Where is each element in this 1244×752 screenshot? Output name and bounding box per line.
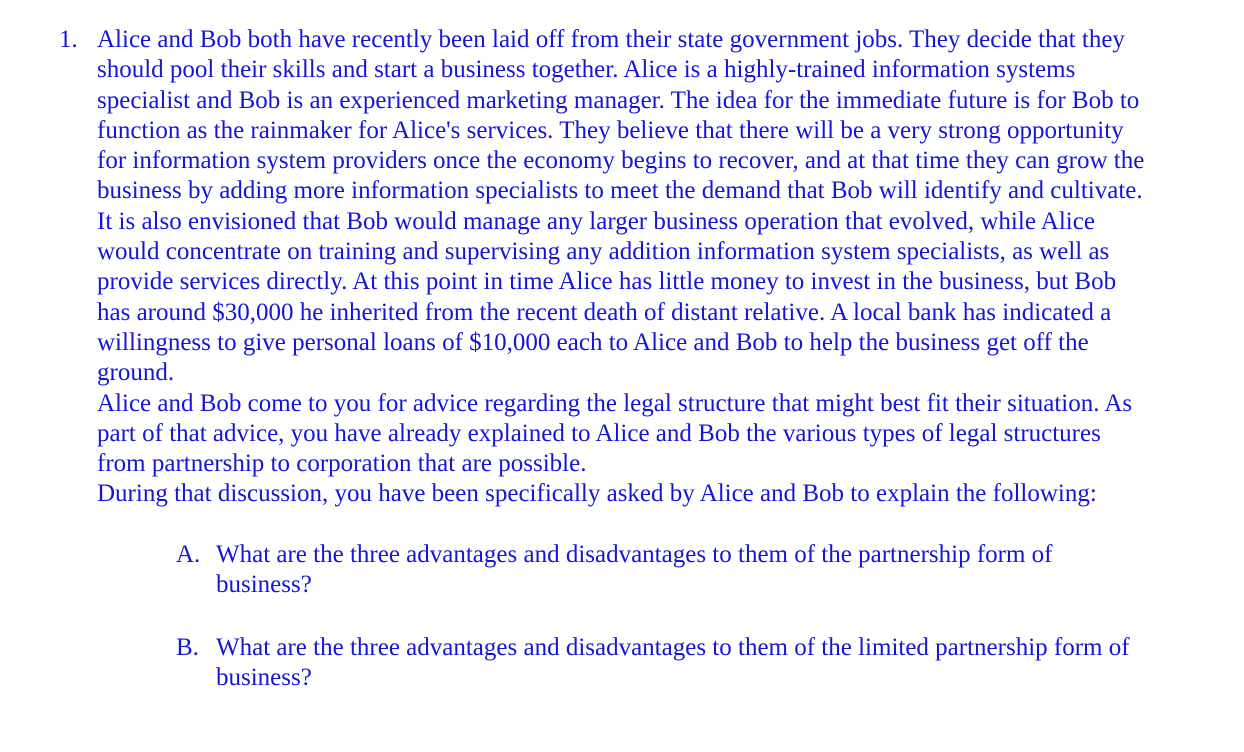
scenario-line: for information system providers once the economy begins to recover, and at that time they can grow the [97, 147, 1145, 175]
scenario-line: specialist and Bob is an experienced marketing manager. The idea for the immediate future is for Bob to [97, 86, 1140, 114]
question-body [97, 25, 1217, 510]
scenario-line: would concentrate on training and supervising any addition information system specialists, as well as [97, 238, 1110, 266]
scenario-line: function as the rainmaker for Alice's services. They believe that there will be a very strong opportunity [97, 116, 1124, 144]
scenario-line: business by adding more information specialists to meet the demand that Bob will identify and cultivate. [97, 177, 1143, 205]
subquestion-text [216, 540, 1216, 601]
scenario-line: Alice and Bob both have recently been laid off from their state government jobs. They decide that they [97, 26, 1125, 53]
subquestion-line: business? [216, 664, 312, 692]
subquestion-line: business? [216, 571, 312, 599]
scenario-line: It is also envisioned that Bob would manage any larger business operation that evolved, while Alice [97, 207, 1095, 235]
scenario-line: has around $30,000 he inherited from the recent death of distant relative. A local bank has indicated a [97, 298, 1112, 326]
discussion-line: During that discussion, you have been specifically asked by Alice and Bob to explain the following: [97, 480, 1097, 508]
scenario-line: should pool their skills and start a business together. Alice is a highly-trained information systems [97, 56, 1076, 84]
scenario-line: ground. [97, 359, 175, 387]
advice-line: from partnership to corporation that are possible. [97, 450, 587, 478]
scenario-line: willingness to give personal loans of $10,000 each to Alice and Bob to help the business get off the [97, 328, 1089, 356]
advice-line: Alice and Bob come to you for advice regarding the legal structure that might best fit their situation. As [97, 389, 1133, 417]
subquestion-letter: A. [176, 541, 201, 568]
subquestion-line: What are the three advantages and disadvantages to them of the partnership form of [216, 541, 1053, 568]
question-number: 1. [59, 26, 78, 53]
subquestion-line: What are the three advantages and disadvantages to them of the limited partnership form of [216, 634, 1130, 661]
advice-paragraph [97, 389, 1217, 480]
scenario-line: provide services directly. At this point in time Alice has little money to invest in the business, but Bob [97, 268, 1117, 296]
scenario-paragraph [97, 25, 1217, 389]
advice-line: part of that advice, you have already explained to Alice and Bob the various types of legal structures [97, 419, 1101, 447]
subquestion-text [216, 633, 1216, 694]
discussion-paragraph [97, 479, 1217, 509]
subquestion-letter: B. [176, 634, 199, 661]
